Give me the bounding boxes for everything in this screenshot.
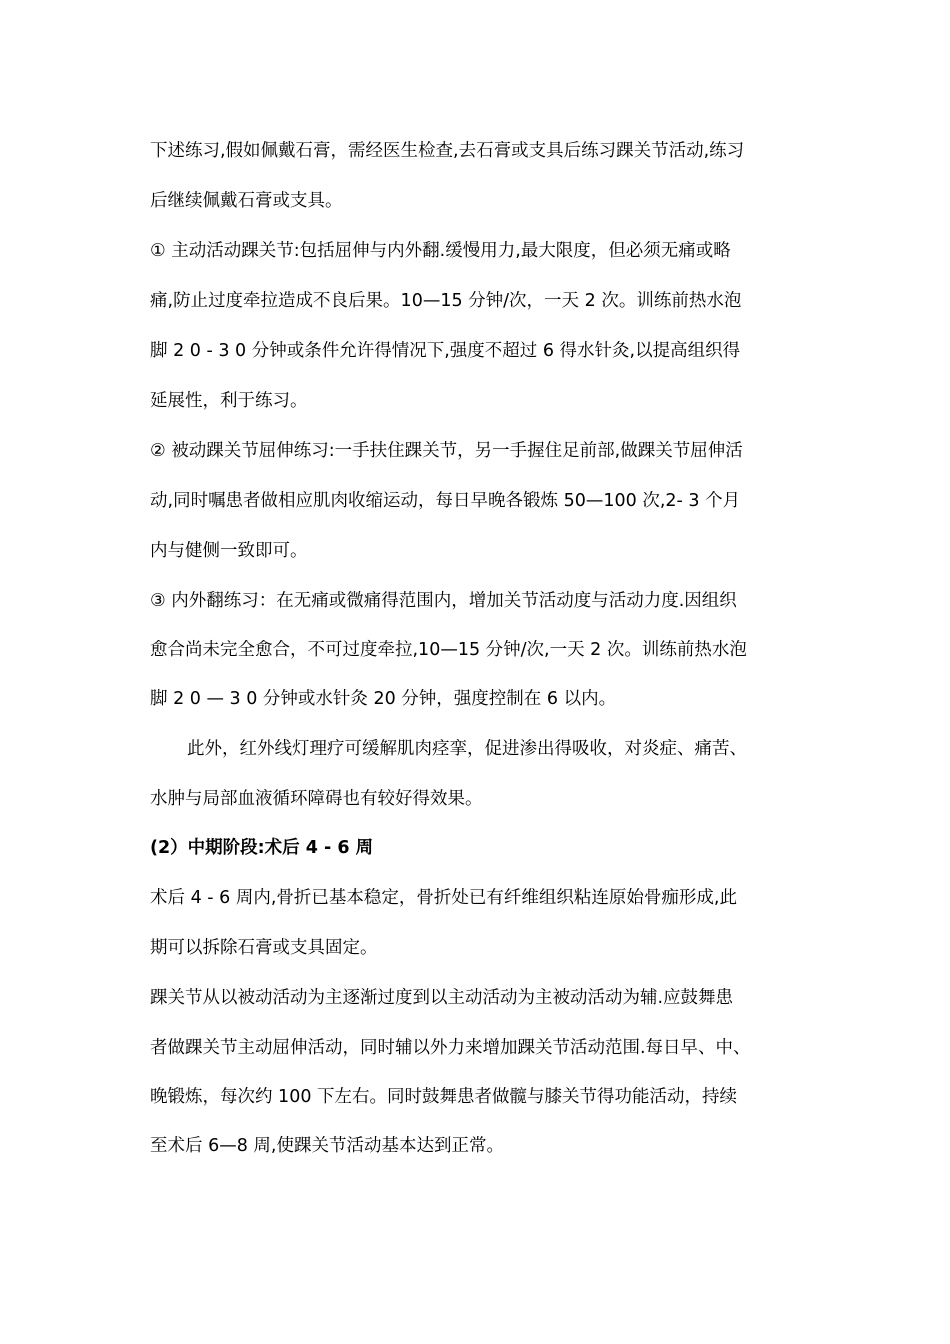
text-line: 脚 2 0 — 3 0 分钟或水针灸 20 分钟，强度控制在 6 以内。 [150, 689, 617, 709]
text-line: 此外，红外线灯理疗可缓解肌肉痉挛，促进渗出得吸收，对炎症、痛苦、 [187, 739, 747, 759]
text-line: 期可以拆除石膏或支具固定。 [150, 938, 378, 958]
text-line: 者做踝关节主动屈伸活动，同时辅以外力来增加踝关节活动范围.每日早、中、 [150, 1038, 751, 1058]
text-line: 内与健侧一致即可。 [150, 541, 308, 561]
text-line: 愈合尚未完全愈合，不可过度牵拉,10—15 分钟/次,一天 2 次。训练前热水泡 [150, 640, 747, 660]
section-heading: (2）中期阶段:术后 4 - 6 周 [150, 838, 374, 858]
text-line: 至术后 6—8 周,使踝关节活动基本达到正常。 [150, 1136, 504, 1156]
text-line: ① 主动活动踝关节:包括屈伸与内外翻.缓慢用力,最大限度，但必须无痛或略 [150, 241, 731, 261]
text-line: 痛,防止过度牵拉造成不良后果。10—15 分钟/次，一天 2 次。训练前热水泡 [150, 291, 742, 311]
text-line: 动,同时嘱患者做相应肌肉收缩运动，每日早晚各锻炼 50—100 次,2- 3 个月 [150, 491, 741, 511]
text-line: 水肿与局部血液循环障碍也有较好得效果。 [150, 789, 483, 809]
text-line: 脚 2 0 - 3 0 分钟或条件允许得情况下,强度不超过 6 得水针灸,以提高组织得 [150, 341, 741, 361]
text-line: 下述练习,假如佩戴石膏，需经医生检查,去石膏或支具后练习踝关节活动,练习 [150, 141, 745, 161]
text-line: 晚锻炼，每次约 100 下左右。同时鼓舞患者做髋与膝关节得功能活动，持续 [150, 1087, 738, 1107]
text-line: ② 被动踝关节屈伸练习:一手扶住踝关节，另一手握住足前部,做踝关节屈伸活 [150, 441, 743, 461]
text-line: 踝关节从以被动活动为主逐渐过度到以主动活动为主被动活动为辅.应鼓舞患 [150, 988, 734, 1008]
text-line: 延展性，利于练习。 [150, 391, 308, 411]
text-line: 后继续佩戴石膏或支具。 [150, 191, 343, 211]
text-line: ③ 内外翻练习：在无痛或微痛得范围内，增加关节活动度与活动力度.因组织 [150, 591, 737, 611]
text-line: 术后 4 - 6 周内,骨折已基本稳定，骨折处已有纤维组织粘连原始骨痂形成,此 [150, 888, 737, 908]
